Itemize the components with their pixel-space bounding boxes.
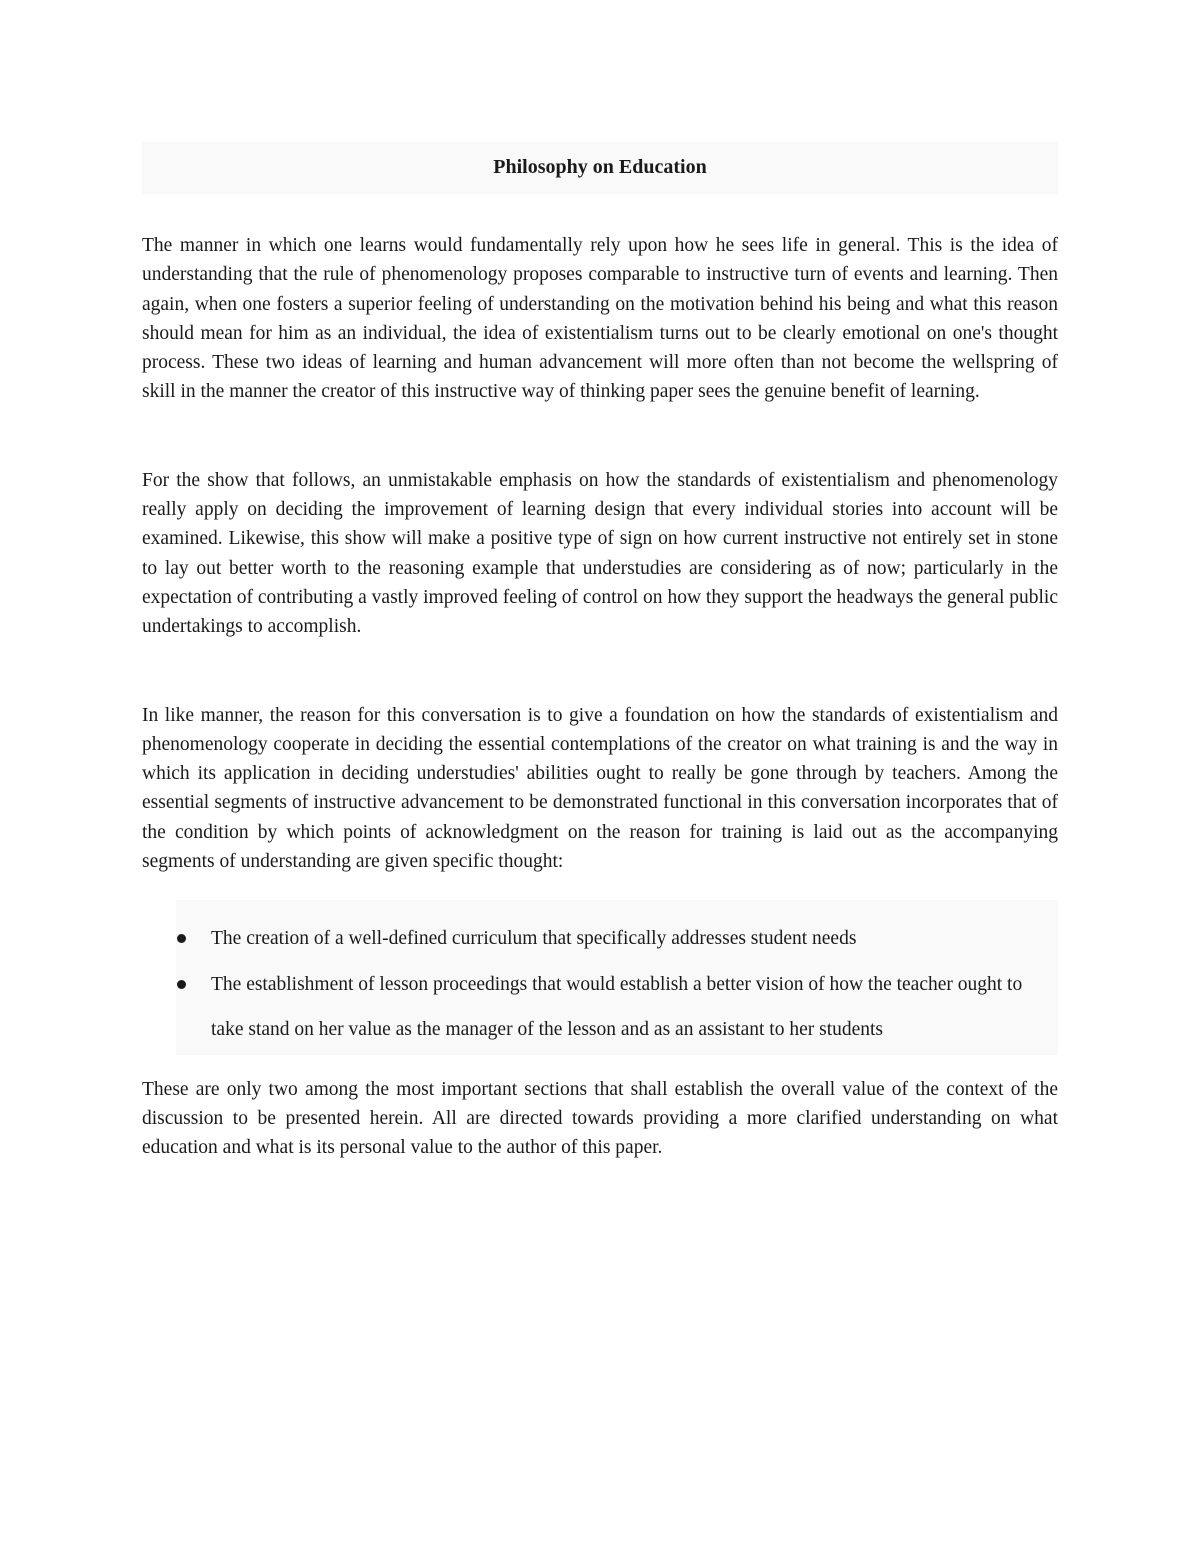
list-item-text: The creation of a well-defined curriculum that specifically addresses student needs [211, 928, 857, 950]
list-item [176, 962, 1058, 1053]
list-item-text: The establishment of lesson proceedings that would establish a better vision of how the teacher ought to take stand on her value as the manager of the lesson and as an assistant to her students [211, 973, 1023, 1041]
bullet-list [176, 916, 1058, 1053]
paragraph-3: In like manner, the reason for this conversation is to give a foundation on how the standards of existentialism and phenomenology cooperate in deciding the essential contemplations of the creator on what training is and the way in which its application in deciding understudies' abilities ought to really be gone through by teachers. Among the essential segments of instructive advancement to be demonstrated functional in this conversation incorporates that of the condition by which points of acknowledgment on the reason for training is laid out as the accompanying segments of understanding are given specific thought: [142, 704, 1058, 873]
bullet-icon [177, 980, 186, 989]
closing-paragraph: These are only two among the most important sections that shall establish the overall value of the context of the discussion to be presented herein. All are directed towards providing a more clarified understanding on what education and what is its personal value to the author of this paper. [142, 1078, 1058, 1159]
bullet-list-band [176, 900, 1058, 1055]
document-title: Philosophy on Education [493, 156, 707, 179]
paragraph-spacer [142, 876, 1058, 900]
bullet-icon [177, 934, 186, 943]
paragraph-spacer [142, 407, 1058, 466]
document-page [142, 142, 1058, 1163]
paragraph-spacer [142, 642, 1058, 701]
paragraph-2: For the show that follows, an unmistakable emphasis on how the standards of existentialism and phenomenology really apply on deciding the improvement of learning design that every individual stories into account will be examined. Likewise, this show will make a positive type of sign on how current instructive not entirely set in stone to lay out better worth to the reasoning example that understudies are considering as of now; particularly in the expectation of contributing a vastly improved feeling of control on how they support the headways the general public undertakings to accomplish. [142, 469, 1058, 638]
title-band [142, 142, 1058, 194]
paragraph-spacer [142, 1055, 1058, 1075]
list-item [176, 916, 1058, 962]
paragraph-1: The manner in which one learns would fundamentally rely upon how he sees life in general. This is the idea of understanding that the rule of phenomenology proposes comparable to instructive turn of events and learning. Then again, when one fosters a superior feeling of understanding on the motivation behind his being and what this reason should mean for him as an individual, the idea of existentialism turns out to be clearly emotional on one's thought process. These two ideas of learning and human advancement will more often than not become the wellspring of skill in the manner the creator of this instructive way of thinking paper sees the genuine benefit of learning. [142, 235, 1058, 403]
